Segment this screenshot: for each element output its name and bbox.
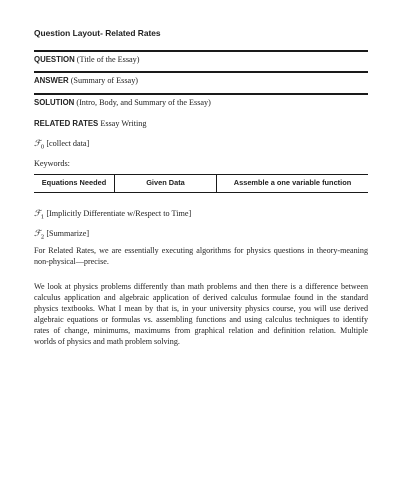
solution-line [34,98,211,108]
divider [34,50,368,52]
f2-text: [Summarize] [46,229,90,238]
related-rates-label: RELATED RATES [34,119,99,128]
f1-text: [Implicitly Differentiate w/Respect to Time] [46,209,192,218]
document-title: Question Layout- Related Rates [34,28,161,38]
f1-symbol: ℱ$_1$ [34,209,45,221]
f2-symbol: ℱ$_2$ [34,229,45,241]
related-rates-note: Essay Writing [100,119,147,128]
step-f2 [34,229,89,243]
column-header-assemble: Assemble a one variable function [233,178,352,187]
keywords-label: Keywords: [34,159,70,168]
divider [34,71,368,73]
column-header-equations: Equations Needed [41,178,107,187]
f0-symbol: ℱ$_0$ [34,139,45,151]
keywords-table [34,174,368,193]
question-label: QUESTION [34,55,75,64]
column-header-given-data: Given Data [146,178,185,187]
f0-text: [collect data] [46,139,90,148]
question-line [34,55,139,65]
step-f1 [34,209,191,223]
paragraph-body: We look at physics problems differently than math problems and then there is a difference between calculus application and algebraic application of derived calculus formulae found in the standard physics textbooks. What I mean by that is, in your university physics course, you will use derived algebraic equations or formulas vs. assembling functions and using calculus techniques to identify rates of change, minimums, maximums from graphical relation and definition relation. Multiple worlds of physics and math problem solving. [34,282,368,346]
question-note: (Title of the Essay) [76,55,140,64]
solution-label: SOLUTION [34,98,75,107]
answer-note: (Summary of Essay) [70,76,139,85]
document-page [34,0,368,500]
step-f0 [34,139,89,153]
answer-line [34,76,138,86]
solution-note: (Intro, Body, and Summary of the Essay) [76,98,211,107]
paragraph-intro: For Related Rates, we are essentially executing algorithms for physics questions in theory-meaning non-physical—precise. [34,246,368,266]
answer-label: ANSWER [34,76,69,85]
divider [34,93,368,95]
related-rates-line [34,119,146,129]
